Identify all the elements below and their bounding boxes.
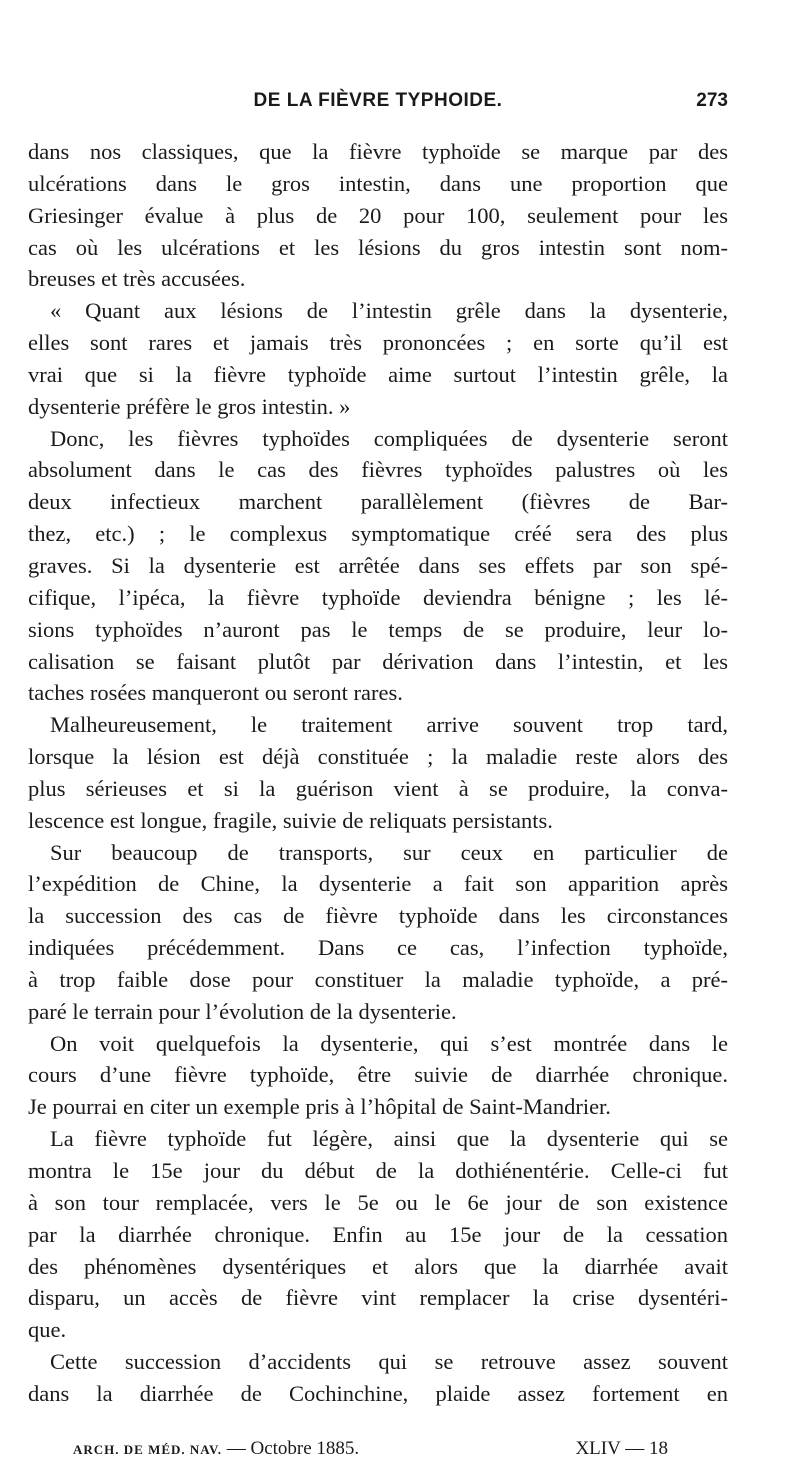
- body-text: [28, 136, 728, 1410]
- text-line: Je pourrai en citer un exemple pris à l’hôpital de Saint-Mandrier.: [28, 1094, 611, 1120]
- text-line: lescence est longue, fragile, suivie de reliquats persistants.: [28, 807, 553, 833]
- text-line: On voit quelquefois la dysenterie, qui s’est montrée dans le: [50, 1030, 728, 1056]
- text-line: Griesinger évalue à plus de 20 pour 100, seulement pour les: [28, 202, 728, 228]
- text-line: La fièvre typhoïde fut légère, ainsi que la dysenterie qui se: [50, 1126, 728, 1152]
- text-line: calisation se faisant plutôt par dérivation dans l’intestin, et les: [28, 648, 728, 674]
- text-line: Sur beaucoup de transports, sur ceux en particulier de: [50, 839, 728, 865]
- text-line: Donc, les fièvres typhoïdes compliquées de dysenterie seront: [50, 425, 728, 451]
- text-line: disparu, un accès de fièvre vint remplacer la crise dysentéri-: [28, 1285, 728, 1311]
- page-footer: [73, 1438, 668, 1468]
- text-line: dans nos classiques, que la fièvre typhoïde se marque par des: [28, 139, 728, 164]
- text-line: absolument dans le cas des fièvres typhoïdes palustres où les: [28, 457, 728, 483]
- page-number: 273: [696, 90, 728, 111]
- text-line: cas où les ulcérations et les lésions du gros intestin sont nom-: [28, 234, 728, 260]
- text-line: paré le terrain pour l’évolution de la dysenterie.: [28, 998, 457, 1024]
- running-title: DE LA FIÈVRE TYPHOIDE.: [253, 90, 503, 111]
- text-line: deux infectieux marchent parallèlement (fièvres de Bar-: [28, 489, 728, 515]
- text-line: graves. Si la dysenterie est arrêtée dans ses effets par son spé-: [28, 552, 728, 578]
- running-head: [28, 90, 728, 120]
- text-line: que.: [28, 1317, 67, 1343]
- text-line: à trop faible dose pour constituer la maladie typhoïde, a pré-: [28, 966, 728, 992]
- text-line: par la diarrhée chronique. Enfin au 15e jour de la cessation: [28, 1221, 728, 1247]
- text-line: vrai que si la fièvre typhoïde aime surtout l’intestin grêle, la: [28, 361, 728, 387]
- text-line: cours d’une fièvre typhoïde, être suivie de diarrhée chronique.: [28, 1062, 728, 1088]
- journal-abbreviation: ARCH. DE MÉD. NAV.: [73, 1442, 222, 1457]
- signature-mark: XLIV — 18: [575, 1438, 668, 1459]
- text-line: la succession des cas de fièvre typhoïde dans les circonstances: [28, 903, 728, 929]
- text-line: lorsque la lésion est déjà constituée ; la maladie reste alors des: [28, 744, 728, 770]
- text-line: indiquées précédemment. Dans ce cas, l’infection typhoïde,: [28, 935, 728, 961]
- text-line: taches rosées manqueront ou seront rares.: [28, 680, 403, 706]
- text-line: breuses et très accusées.: [28, 266, 246, 292]
- issue-date: — Octobre 1885.: [226, 1438, 360, 1459]
- text-line: l’expédition de Chine, la dysenterie a fait son apparition après: [28, 871, 728, 897]
- text-line: des phénomènes dysentériques et alors que la diarrhée avait: [28, 1253, 728, 1279]
- text-line: sions typhoïdes n’auront pas le temps de se produire, leur lo-: [28, 616, 728, 642]
- text-line: Cette succession d’accidents qui se retrouve assez souvent: [50, 1349, 728, 1375]
- text-line: dans la diarrhée de Cochinchine, plaide assez fortement en: [28, 1380, 728, 1406]
- footer-citation: [73, 1438, 359, 1460]
- text-line: thez, etc.) ; le complexus symptomatique créé sera des plus: [28, 521, 728, 547]
- text-line: cifique, l’ipéca, la fièvre typhoïde deviendra bénigne ; les lé-: [28, 584, 728, 610]
- text-line: elles sont rares et jamais très prononcées ; en sorte qu’il est: [28, 330, 728, 356]
- text-line: « Quant aux lésions de l’intestin grêle dans la dysenterie,: [50, 298, 728, 324]
- text-line: Malheureusement, le traitement arrive souvent trop tard,: [50, 712, 728, 738]
- text-line: dysenterie préfère le gros intestin. »: [28, 393, 351, 419]
- text-line: ulcérations dans le gros intestin, dans une proportion que: [28, 170, 728, 196]
- text-line: à son tour remplacée, vers le 5e ou le 6e jour de son existence: [28, 1189, 728, 1215]
- text-line: plus sérieuses et si la guérison vient à se produire, la conva-: [28, 775, 728, 801]
- text-line: montra le 15e jour du début de la dothiénentérie. Celle-ci fut: [28, 1158, 728, 1183]
